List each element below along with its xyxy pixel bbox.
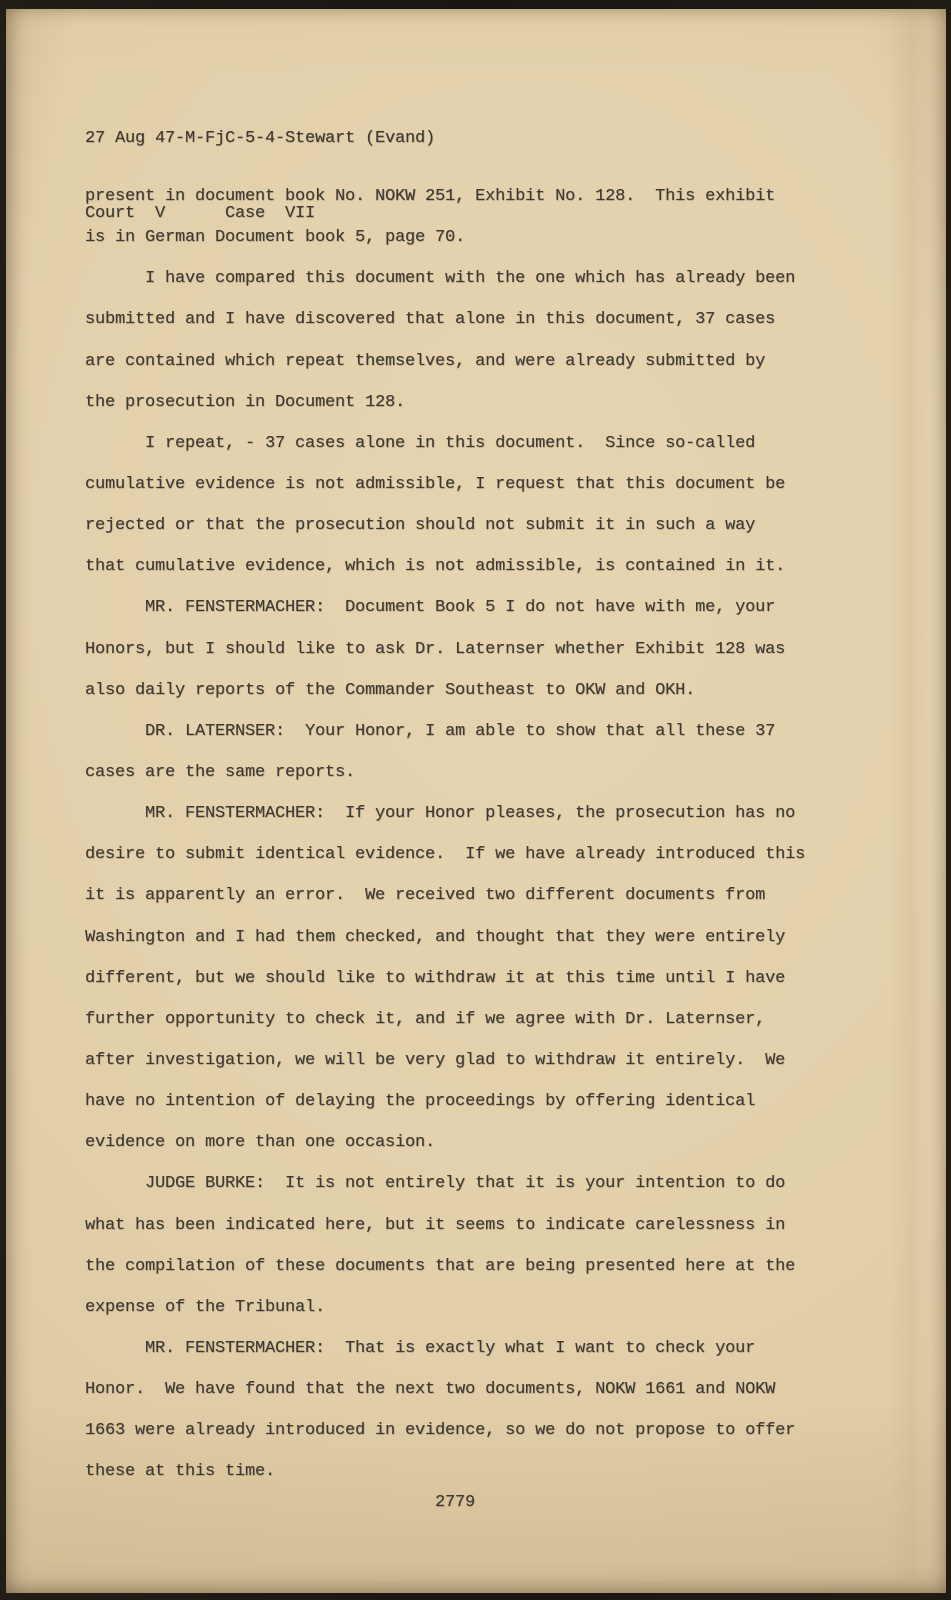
header-dateline: 27 Aug 47-M-FjC-5-4-Stewart (Evand) [85, 129, 436, 148]
header-court-case: Court V Case VII [85, 204, 316, 223]
transcript-line: Honors, but I should like to ask Dr. Laternser whether Exhibit 128 was [85, 639, 786, 659]
transcript-line: after investigation, we will be very glad to withdraw it entirely. We [85, 1050, 786, 1070]
transcript-line: present in document book No. NOKW 251, Exhibit No. 128. This exhibit [85, 187, 776, 206]
transcript-line: JUDGE BURKE: It is not entirely that it is your intention to do [85, 1174, 786, 1194]
transcript-line: cases are the same reports. [85, 762, 356, 782]
transcript-line: Washington and I had them checked, and thought that they were entirely [85, 927, 786, 947]
transcript-line: I have compared this document with the one which has already been [85, 269, 796, 289]
transcript-line: expense of the Tribunal. [85, 1297, 326, 1317]
transcript-line: evidence on more than one occasion. [85, 1133, 436, 1153]
transcript-line: the compilation of these documents that are being presented here at the [85, 1256, 796, 1276]
transcript-line: rejected or that the prosecution should not submit it in such a way [85, 516, 756, 536]
transcript-line: desire to submit identical evidence. If we have already introduced this [85, 845, 806, 865]
transcript-line: MR. FENSTERMACHER: That is exactly what I want to check your [85, 1338, 756, 1358]
transcript-line: also daily reports of the Commander Southeast to OKW and OKH. [85, 680, 696, 700]
transcript-line: different, but we should like to withdraw it at this time until I have [85, 968, 786, 988]
transcript-line: are contained which repeat themselves, and were already submitted by [85, 351, 766, 371]
transcript-line: DR. LATERNSER: Your Honor, I am able to show that all these 37 [85, 721, 776, 741]
page-number: 2779 [434, 1493, 475, 1512]
transcript-line: these at this time. [85, 1462, 276, 1482]
transcript-line: is in German Document book 5, page 70. [85, 228, 466, 248]
transcript-line: I repeat, - 37 cases alone in this document. Since so-called [85, 433, 756, 453]
transcript-line: it is apparently an error. We received two different documents from [85, 886, 766, 906]
transcript-line: that cumulative evidence, which is not admissible, is contained in it. [85, 557, 786, 577]
transcript-body [85, 176, 829, 1493]
transcript-line: what has been indicated here, but it seems to indicate carelessness in [85, 1215, 786, 1235]
transcript-line: have no intention of delaying the proceedings by offering identical [85, 1092, 756, 1112]
transcript-line: submitted and I have discovered that alone in this document, 37 cases [85, 310, 776, 330]
transcript-line: MR. FENSTERMACHER: If your Honor pleases, the prosecution has no [85, 804, 796, 824]
transcript-line: cumulative evidence is not admissible, I request that this document be [85, 474, 786, 494]
transcript-line: the prosecution in Document 128. [85, 392, 406, 412]
transcript-line: 1663 were already introduced in evidence, so we do not propose to offer [85, 1421, 796, 1441]
transcript-line: MR. FENSTERMACHER: Document Book 5 I do not have with me, your [85, 598, 776, 618]
transcript-line: further opportunity to check it, and if we agree with Dr. Laternser, [85, 1009, 766, 1029]
transcript-line: Honor. We have found that the next two documents, NOKW 1661 and NOKW [85, 1380, 776, 1400]
